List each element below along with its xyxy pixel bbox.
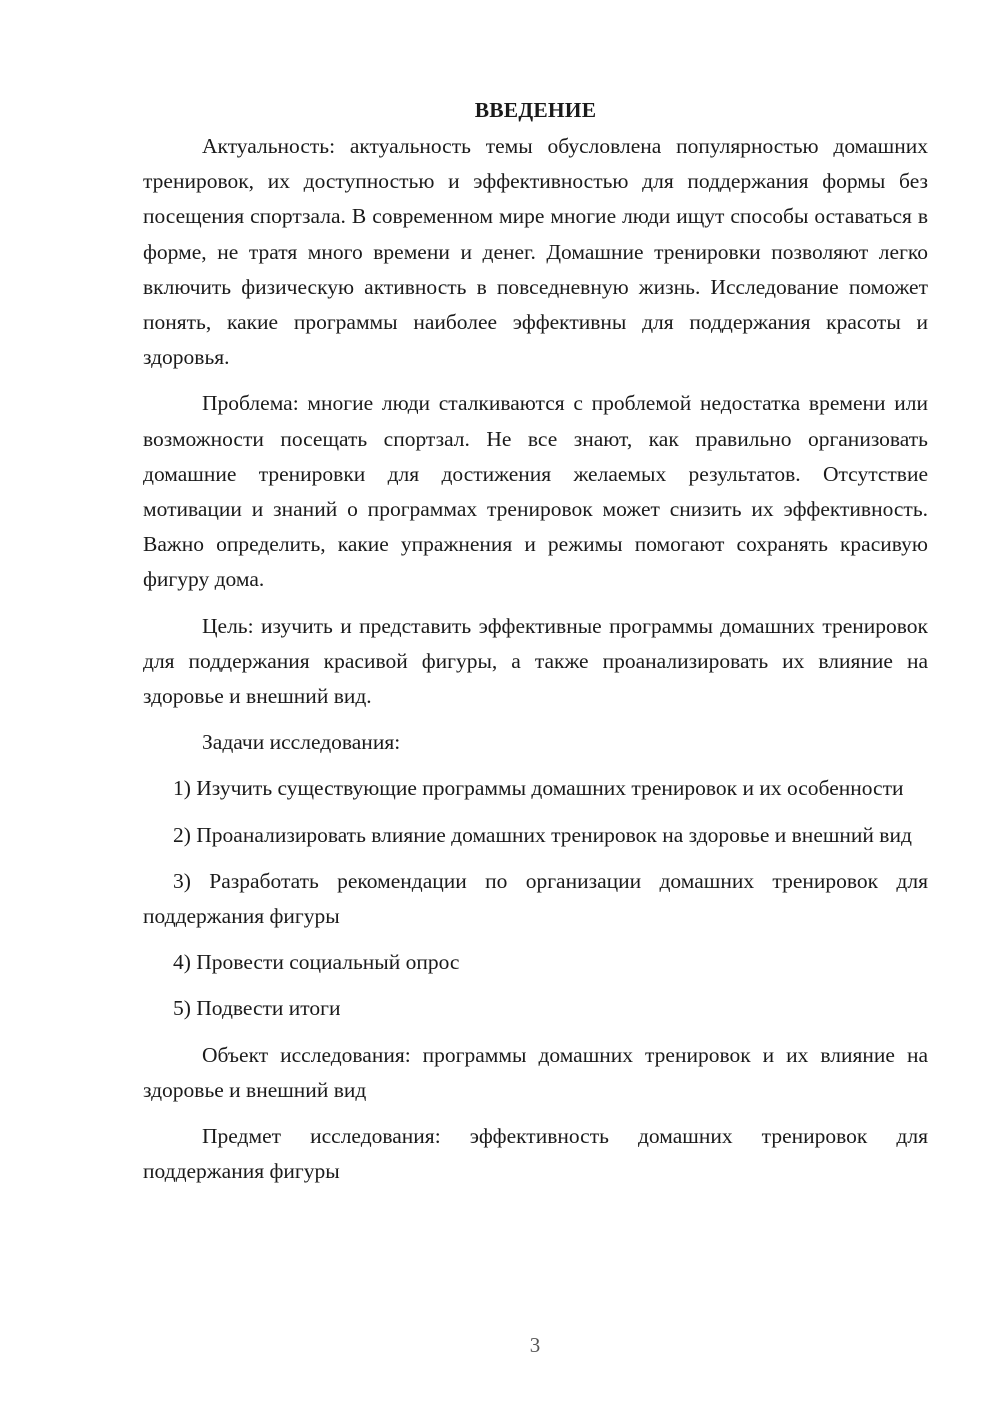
- task-item-2: 2) Проанализировать влияние домашних тренировок на здоровье и внешний вид: [173, 822, 912, 847]
- paragraph-problem: Проблема: многие люди сталкиваются с проблемой недостатка времени или возможности посещать спортзал. Не все знают, как правильно организовать домашние тренировки для достижения желаемых результатов. Отсутствие мотивации и знаний о программах тренировок может снизить их эффективность. Важно определить, какие упражнения и режимы помогают сохранять красивую фигуру дома.: [143, 391, 928, 592]
- task-item-3: 3) Разработать рекомендации по организации домашних тренировок для поддержания фигуры: [143, 868, 928, 929]
- paragraph-goal: Цель: изучить и представить эффективные программы домашних тренировок для поддержания красивой фигуры, а также проанализировать их влияние на здоровье и внешний вид.: [143, 613, 928, 709]
- section-title: ВВЕДЕНИЕ: [474, 98, 597, 122]
- document-body: [143, 93, 928, 1200]
- task-item-1: 1) Изучить существующие программы домашних тренировок и их особенности: [173, 776, 904, 801]
- paragraph-relevance: Актуальность: актуальность темы обусловлена популярностью домашних тренировок, их доступностью и эффективностью для поддержания формы без посещения спортзала. В современном мире многие люди ищут способы оставаться в форме, не тратя много времени и денег. Домашние тренировки позволяют легко включить физическую активность в повседневную жизнь. Исследование поможет понять, какие программы наиболее эффективны для поддержания красоты и здоровья.: [143, 134, 928, 370]
- page-number: 3: [529, 1333, 541, 1357]
- paragraph-object: Объект исследования: программы домашних тренировок и их влияние на здоровье и внешний вид: [143, 1042, 928, 1102]
- paragraph-subject: Предмет исследования: эффективность домашних тренировок для поддержания фигуры: [143, 1124, 928, 1184]
- task-item-5: 5) Подвести итоги: [173, 996, 341, 1021]
- paragraph-tasks-heading: Задачи исследования:: [202, 730, 401, 755]
- task-item-4: 4) Провести социальный опрос: [173, 950, 460, 975]
